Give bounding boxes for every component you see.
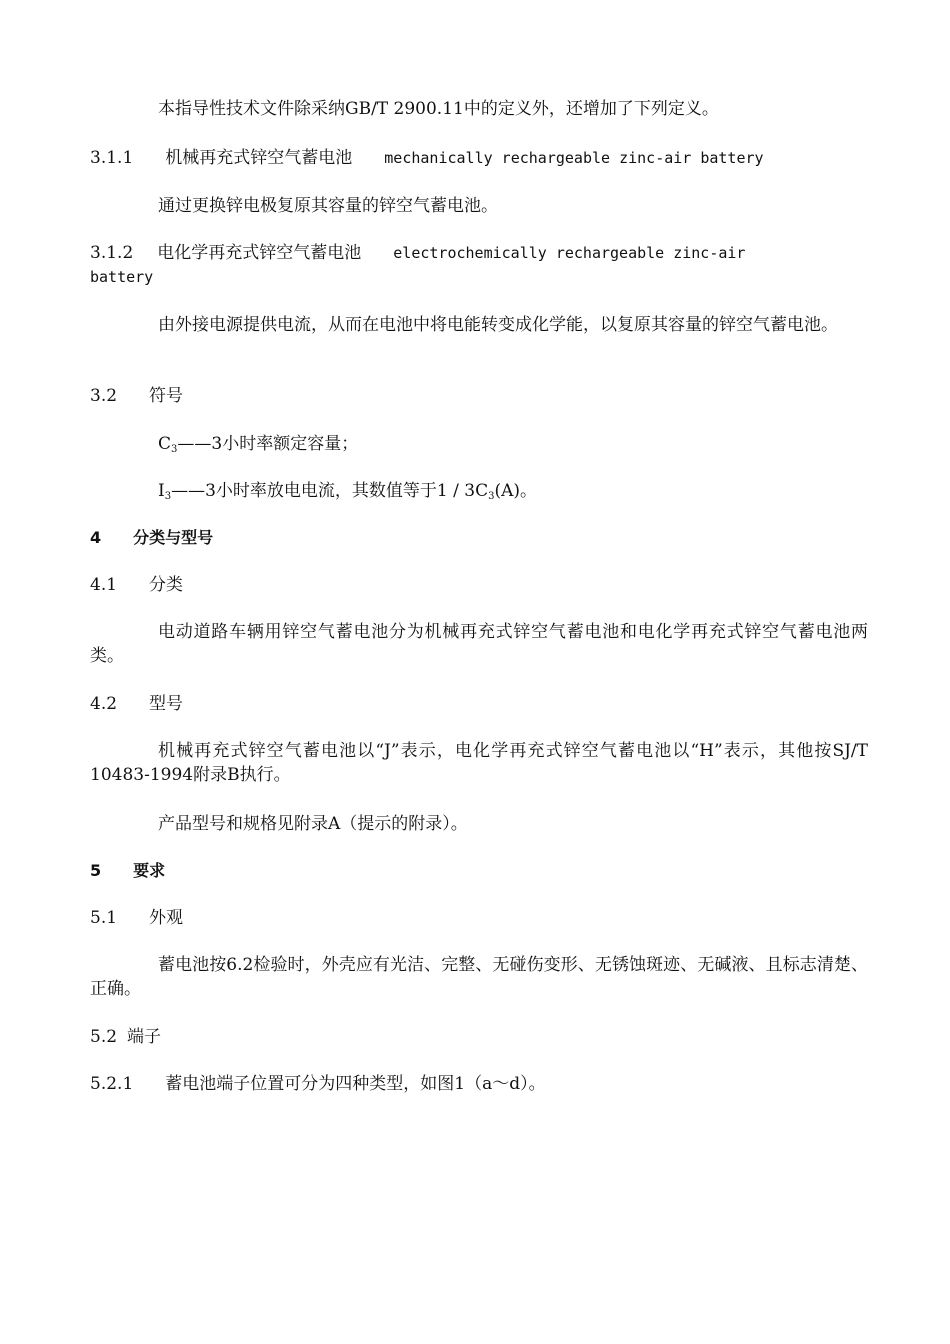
symbol-subscript: 3 xyxy=(171,444,178,455)
symbol-letter: C xyxy=(158,434,172,454)
term-zh: 电化学再充式锌空气蓄电池 xyxy=(157,243,362,263)
heading-5-2 xyxy=(90,1025,161,1049)
section-title: 外观 xyxy=(149,908,184,928)
paragraph-4-1: 电动道路车辆用锌空气蓄电池分为机械再充式锌空气蓄电池和电化学再充式锌空气蓄电池两类。 xyxy=(90,622,868,666)
heading-4 xyxy=(90,526,213,550)
definition-3-1-2: 由外接电源提供电流，从而在电池中将电能转变成化学能，以复原其容量的锌空气蓄电池。 xyxy=(158,315,838,335)
section-number: 5 xyxy=(90,861,102,880)
symbol-letter: I xyxy=(158,481,165,501)
section-title: 型号 xyxy=(149,694,184,714)
heading-5-1 xyxy=(90,906,183,930)
term-en: electrochemically rechargeable zinc-air xyxy=(393,244,746,262)
heading-4-1 xyxy=(90,573,183,597)
symbol-description: ——3小时率放电电流，其数值等于1 / 3C xyxy=(171,481,489,501)
term-zh: 机械再充式锌空气蓄电池 xyxy=(165,148,353,168)
section-number: 5.2.1 xyxy=(90,1074,134,1094)
symbol-i3 xyxy=(158,479,537,509)
section-number: 5.1 xyxy=(90,908,118,928)
section-number: 4.1 xyxy=(90,575,118,595)
heading-5-2-1 xyxy=(90,1072,546,1096)
section-title: 符号 xyxy=(149,386,184,406)
symbol-description: ——3小时率额定容量； xyxy=(177,434,359,454)
section-number: 3.1.1 xyxy=(90,148,134,168)
section-title: 分类与型号 xyxy=(133,528,214,547)
section-number: 5.2 xyxy=(90,1027,118,1047)
paragraph-4-2: 机械再充式锌空气蓄电池以“J”表示，电化学再充式锌空气蓄电池以“H”表示，其他按SJ/T 10483-1994附录B执行。 xyxy=(90,741,868,785)
symbol-unit: (A)。 xyxy=(494,481,538,501)
heading-3-1-1 xyxy=(90,146,764,170)
section-number: 4 xyxy=(90,528,102,547)
intro-paragraph: 本指导性技术文件除采纳GB/T 2900.11中的定义外，还增加了下列定义。 xyxy=(158,99,719,119)
section-title: 要求 xyxy=(133,861,166,880)
section-title: 端子 xyxy=(127,1027,162,1047)
section-number: 3.1.2 xyxy=(90,243,134,263)
term-en: mechanically rechargeable zinc-air battery xyxy=(384,149,764,167)
section-title: 分类 xyxy=(149,575,184,595)
symbol-c3 xyxy=(158,432,358,462)
section-number: 4.2 xyxy=(90,694,118,714)
definition-3-1-1: 通过更换锌电极复原其容量的锌空气蓄电池。 xyxy=(158,196,498,216)
heading-5 xyxy=(90,859,165,883)
section-number: 3.2 xyxy=(90,386,118,406)
heading-4-2 xyxy=(90,692,183,716)
symbol-subscript: 3 xyxy=(488,491,495,502)
paragraph-4-2-models: 产品型号和规格见附录A（提示的附录）。 xyxy=(158,814,468,834)
heading-3-2 xyxy=(90,384,183,408)
paragraph-5-2-1: 蓄电池端子位置可分为四种类型，如图1（a～d）。 xyxy=(165,1074,546,1094)
symbol-subscript: 3 xyxy=(164,491,172,502)
paragraph-5-1: 蓄电池按6.2检验时，外壳应有光洁、完整、无碰伤变形、无锈蚀斑迹、无碱液、且标志清楚、正确。 xyxy=(90,955,868,999)
term-en-continued: battery xyxy=(90,268,154,286)
heading-3-1-2 xyxy=(90,241,745,265)
